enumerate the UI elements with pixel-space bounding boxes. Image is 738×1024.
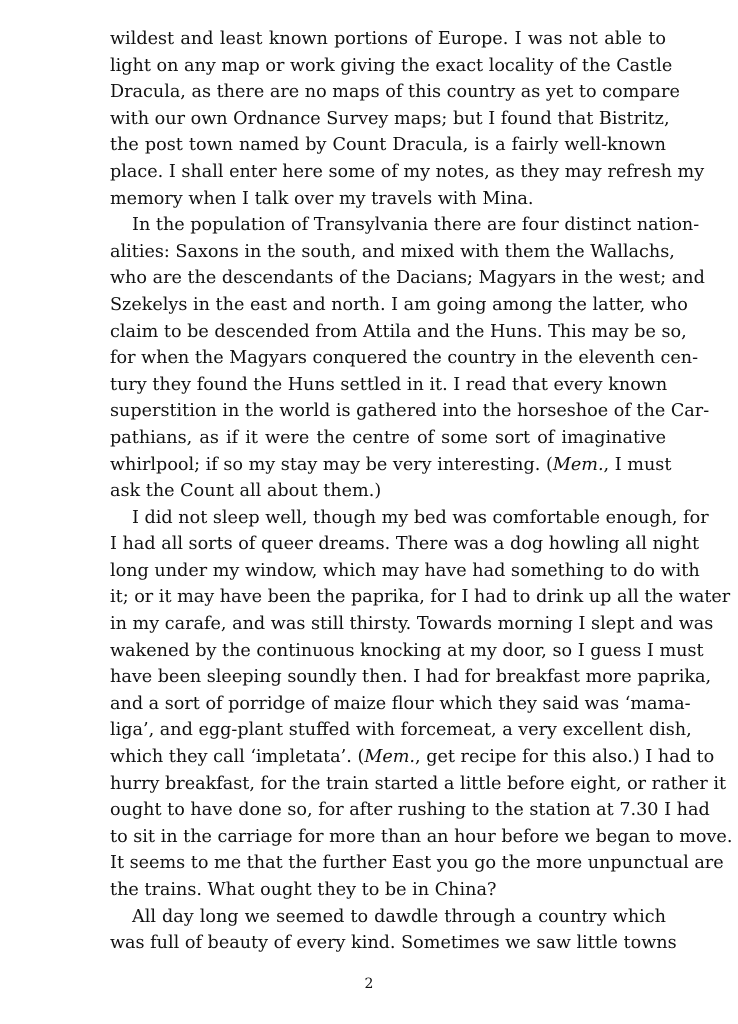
text-line: claim to be descended from Attila and the Huns. This may be so, — [110, 321, 687, 342]
text-line: All day long we seemed to dawdle through a country which — [132, 906, 666, 927]
paragraph — [110, 212, 710, 505]
text-line: and a sort of porridge of maize flour which they said was ‘mama- — [110, 693, 691, 714]
text-line: was full of beauty of every kind. Sometimes we saw little towns — [110, 933, 677, 954]
text-line: in my carafe, and was still thirsty. Towards morning I slept and was — [110, 614, 714, 635]
text-line: it; or it may have been the paprika, for I had to drink up all the water — [110, 587, 731, 608]
text-line: long under my window, which may have had something to do with — [110, 560, 700, 581]
text-line: wakened by the continuous knocking at my door, so I guess I must — [110, 640, 704, 661]
text-line: hurry breakfast, for the train started a little before eight, or rather it — [110, 773, 727, 794]
paragraph — [110, 904, 677, 957]
paragraph — [110, 505, 733, 904]
text-line: the trains. What ought they to be in China? — [110, 880, 497, 900]
text-line: who are the descendants of the Dacians; Magyars in the west; and — [110, 268, 705, 289]
text-line: with our own Ordnance Survey maps; but I found that Bistritz, — [110, 108, 670, 129]
text-line: ought to have done so, for after rushing to the station at 7.30 I had — [110, 800, 710, 821]
text-line: which they call ‘impletata’. (Mem., get recipe for this also.) I had to — [110, 747, 715, 768]
text-line: superstition in the world is gathered into the horseshoe of the Car- — [110, 401, 710, 422]
page-number: 2 — [364, 976, 374, 992]
text-line: the post town named by Count Dracula, is a fairly well-known — [110, 135, 666, 156]
text-line: tury they found the Huns settled in it. I read that every known — [110, 374, 668, 395]
paragraph — [110, 26, 705, 212]
text-line: for when the Magyars conquered the country in the eleventh cen- — [110, 348, 699, 369]
text-line: to sit in the carriage for more than an hour before we began to move. — [110, 826, 733, 847]
text-line: have been sleeping soundly then. I had for breakfast more paprika, — [110, 667, 712, 688]
text-line: place. I shall enter here some of my notes, as they may refresh my — [110, 161, 705, 182]
text-line: wildest and least known portions of Europe. I was not able to — [110, 29, 666, 49]
text-line: It seems to me that the further East you go the more unpunctual are — [110, 853, 724, 874]
text-line: I had all sorts of queer dreams. There was a dog howling all night — [110, 534, 700, 555]
text-line: liga’, and egg-plant stuffed with forcemeat, a very excellent dish, — [110, 720, 692, 741]
text-line: ask the Count all about them.) — [110, 481, 382, 502]
text-line: alities: Saxons in the south, and mixed with them the Wallachs, — [110, 241, 675, 262]
text-line: Dracula, as there are no maps of this country as yet to compare — [110, 82, 680, 103]
text-line: Szekelys in the east and north. I am going among the latter, who — [110, 294, 688, 315]
text-line: pathians, as if it were the centre of some sort of imaginative — [110, 427, 666, 448]
text-line: In the population of Transylvania there are four distinct nation- — [132, 215, 700, 236]
body-text — [110, 26, 733, 957]
text-line: memory when I talk over my travels with Mina. — [110, 188, 534, 209]
text-line: light on any map or work giving the exact locality of the Castle — [110, 55, 673, 76]
text-line: whirlpool; if so my stay may be very interesting. (Mem., I must — [110, 454, 672, 475]
text-line: I did not sleep well, though my bed was comfortable enough, for — [132, 507, 709, 528]
